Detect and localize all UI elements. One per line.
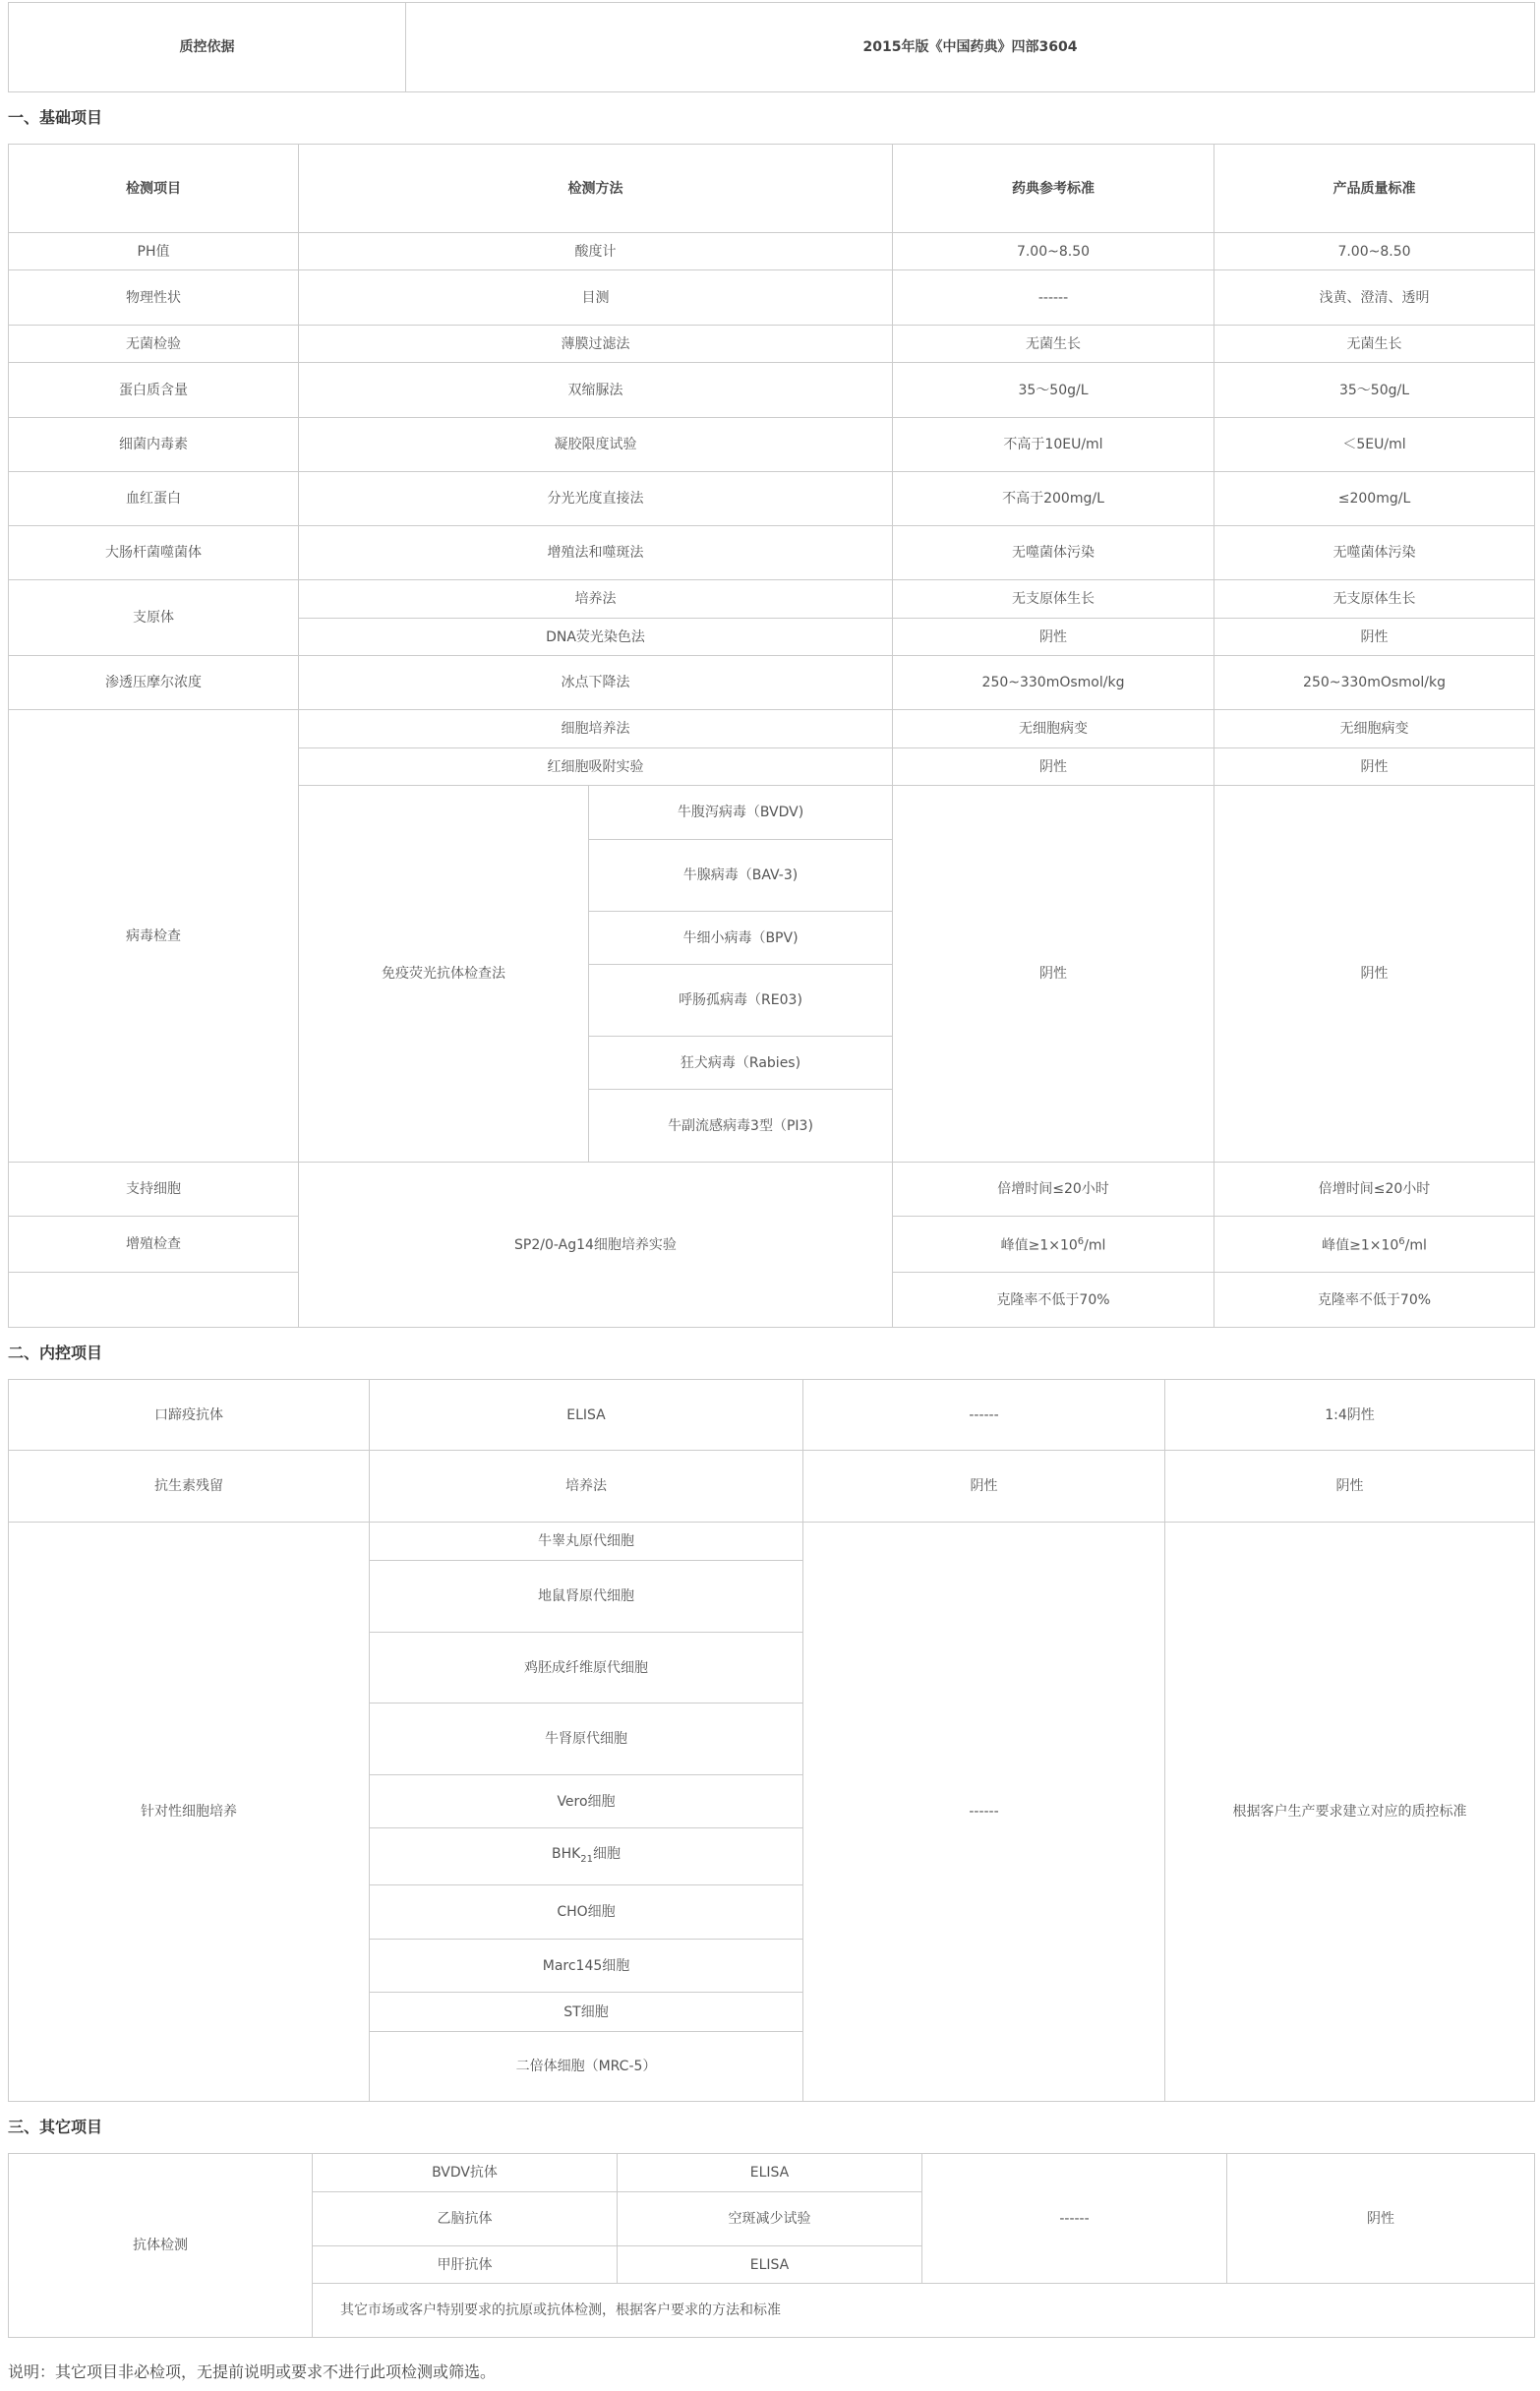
table-row: [9, 1523, 1535, 1561]
table-row: [9, 1163, 1535, 1217]
method-mycoplasma-dna: DNA荧光染色法: [299, 619, 893, 656]
ref-hemoglobin: 不高于200mg/L: [893, 472, 1214, 526]
other-antibody-note: 其它市场或客户特别要求的抗原或抗体检测，根据客户要求的方法和标准: [313, 2284, 1535, 2338]
std-protein: 35～50g/L: [1214, 363, 1535, 418]
antibody-hav: 甲肝抗体: [313, 2246, 618, 2284]
qc-basis-value: 2015年版《中国药典》四部3604: [406, 3, 1535, 92]
std-osmolality: 250~330mOsmol/kg: [1214, 656, 1535, 710]
std-peak: 峰值$\ge 1\times 10^6/ml$: [1214, 1217, 1535, 1273]
std-fmd: 1:4阴性: [1165, 1380, 1535, 1451]
table-row: [9, 270, 1535, 326]
virus-bvdv: 牛腹泻病毒（BVDV): [589, 786, 893, 840]
ref-peak: 峰值$\ge 1\times 10^6/ml$: [893, 1217, 1214, 1273]
antibody-bvdv: BVDV抗体: [313, 2154, 618, 2192]
cell-bovine-testis: 牛睾丸原代细胞: [370, 1523, 803, 1561]
item-phage: 大肠杆菌噬菌体: [9, 526, 299, 580]
std-virus-cell: 无细胞病变: [1214, 710, 1535, 748]
method-virus-ifa: 免疫荧光抗体检查法: [299, 786, 589, 1163]
method-je: 空斑减少试验: [618, 2192, 922, 2246]
virus-re03: 呼肠孤病毒（RE03): [589, 965, 893, 1037]
other-items-table: [8, 2153, 1535, 2338]
cell-mrc5: 二倍体细胞（MRC-5）: [370, 2032, 803, 2102]
item-ph: PH值: [9, 233, 299, 270]
std-virus-rbc: 阴性: [1214, 748, 1535, 786]
qc-document: [8, 2, 1534, 2382]
cell-marc145: Marc145细胞: [370, 1940, 803, 1993]
col-item: 检测项目: [9, 145, 299, 233]
antibody-je: 乙脑抗体: [313, 2192, 618, 2246]
std-doubling: 倍增时间≤20小时: [1214, 1163, 1535, 1217]
table-row: [9, 1451, 1535, 1523]
table-row: [9, 1380, 1535, 1451]
ref-mycoplasma-culture: 无支原体生长: [893, 580, 1214, 619]
cell-vero: Vero细胞: [370, 1775, 803, 1828]
item-endotoxin: 细菌内毒素: [9, 418, 299, 472]
ref-physical: ------: [893, 270, 1214, 326]
method-antibiotic: 培养法: [370, 1451, 803, 1523]
method-hemoglobin: 分光光度直接法: [299, 472, 893, 526]
item-hemoglobin: 血红蛋白: [9, 472, 299, 526]
ref-phage: 无噬菌体污染: [893, 526, 1214, 580]
cell-cho: CHO细胞: [370, 1885, 803, 1940]
section-internal-title: 二、内控项目: [8, 1344, 103, 1362]
table-row: [9, 2154, 1535, 2192]
method-sterility: 薄膜过滤法: [299, 326, 893, 363]
ref-virus-cell: 无细胞病变: [893, 710, 1214, 748]
ref-antibiotic: 阴性: [803, 1451, 1165, 1523]
std-physical: 浅黄、澄清、透明: [1214, 270, 1535, 326]
table-row: [9, 363, 1535, 418]
virus-rabies: 狂犬病毒（Rabies): [589, 1037, 893, 1090]
method-hav: ELISA: [618, 2246, 922, 2284]
ref-antibody: ------: [922, 2154, 1227, 2284]
std-target-cells: 根据客户生产要求建立对应的质控标准: [1165, 1523, 1535, 2102]
ref-sterility: 无菌生长: [893, 326, 1214, 363]
ref-protein: 35～50g/L: [893, 363, 1214, 418]
table-row: [9, 326, 1535, 363]
qc-basis-table: [8, 2, 1535, 92]
std-phage: 无噬菌体污染: [1214, 526, 1535, 580]
item-osmolality: 渗透压摩尔浓度: [9, 656, 299, 710]
item-antibiotic: 抗生素残留: [9, 1451, 370, 1523]
ref-osmolality: 250~330mOsmol/kg: [893, 656, 1214, 710]
table-row: [9, 710, 1535, 748]
qc-basis-label: 质控依据: [9, 3, 406, 92]
cell-hamster-kidney: 地鼠肾原代细胞: [370, 1561, 803, 1633]
item-target-cells: 针对性细胞培养: [9, 1523, 370, 2102]
ref-mycoplasma-dna: 阴性: [893, 619, 1214, 656]
cell-chick-fibroblast: 鸡胚成纤维原代细胞: [370, 1633, 803, 1704]
std-virus-ifa: 阴性: [1214, 786, 1535, 1163]
method-bvdv: ELISA: [618, 2154, 922, 2192]
item-virus: 病毒检查: [9, 710, 299, 1163]
cell-bovine-kidney: 牛肾原代细胞: [370, 1704, 803, 1775]
std-ph: 7.00~8.50: [1214, 233, 1535, 270]
method-virus-rbc: 红细胞吸附实验: [299, 748, 893, 786]
cell-st: ST细胞: [370, 1993, 803, 2032]
ref-virus-ifa: 阴性: [893, 786, 1214, 1163]
method-ph: 酸度计: [299, 233, 893, 270]
ref-endotoxin: 不高于10EU/ml: [893, 418, 1214, 472]
method-phage: 增殖法和噬斑法: [299, 526, 893, 580]
method-protein: 双缩脲法: [299, 363, 893, 418]
ref-cloning: 克隆率不低于70%: [893, 1273, 1214, 1328]
footnote: 说明：其它项目非必检项，无提前说明或要求不进行此项检测或筛选。: [8, 2362, 497, 2381]
table-row: [9, 233, 1535, 270]
ref-target-cells: ------: [803, 1523, 1165, 2102]
std-antibiotic: 阴性: [1165, 1451, 1535, 1523]
internal-items-table: [8, 1379, 1535, 2102]
table-row: [9, 656, 1535, 710]
item-antibody-test: 抗体检测: [9, 2154, 313, 2338]
std-antibody: 阴性: [1227, 2154, 1535, 2284]
virus-pi3: 牛副流感病毒3型（PI3): [589, 1090, 893, 1163]
col-method: 检测方法: [299, 145, 893, 233]
std-cloning: 克隆率不低于70%: [1214, 1273, 1535, 1328]
std-endotoxin: ＜5EU/ml: [1214, 418, 1535, 472]
col-reference: 药典参考标准: [893, 145, 1214, 233]
item-physical: 物理性状: [9, 270, 299, 326]
method-endotoxin: 凝胶限度试验: [299, 418, 893, 472]
col-standard: 产品质量标准: [1214, 145, 1535, 233]
method-fmd: ELISA: [370, 1380, 803, 1451]
item-support-cell: 支持细胞: [9, 1163, 299, 1217]
section-other-title: 三、其它项目: [8, 2118, 103, 2136]
table-row: [9, 526, 1535, 580]
item-mycoplasma: 支原体: [9, 580, 299, 656]
ref-ph: 7.00~8.50: [893, 233, 1214, 270]
table-row: [9, 418, 1535, 472]
method-osmolality: 冰点下降法: [299, 656, 893, 710]
std-mycoplasma-culture: 无支原体生长: [1214, 580, 1535, 619]
item-protein: 蛋白质含量: [9, 363, 299, 418]
item-proliferation: 增殖检查: [9, 1217, 299, 1273]
ref-doubling: 倍增时间≤20小时: [893, 1163, 1214, 1217]
item-empty: [9, 1273, 299, 1328]
std-hemoglobin: ≤200mg/L: [1214, 472, 1535, 526]
ref-virus-rbc: 阴性: [893, 748, 1214, 786]
table-row: [9, 580, 1535, 619]
item-sterility: 无菌检验: [9, 326, 299, 363]
basic-items-table: [8, 144, 1535, 1328]
std-sterility: 无菌生长: [1214, 326, 1535, 363]
virus-bpv: 牛细小病毒（BPV): [589, 912, 893, 965]
method-virus-cell: 细胞培养法: [299, 710, 893, 748]
section-basic-title: 一、基础项目: [8, 108, 103, 127]
method-support-cell: SP2/0-Ag14细胞培养实验: [299, 1163, 893, 1328]
virus-bav3: 牛腺病毒（BAV-3): [589, 840, 893, 912]
ref-fmd: ------: [803, 1380, 1165, 1451]
method-mycoplasma-culture: 培养法: [299, 580, 893, 619]
table-row: [9, 472, 1535, 526]
item-fmd: 口蹄疫抗体: [9, 1380, 370, 1451]
method-physical: 目测: [299, 270, 893, 326]
std-mycoplasma-dna: 阴性: [1214, 619, 1535, 656]
cell-bhk21: $BHK_{21}$细胞: [370, 1828, 803, 1885]
